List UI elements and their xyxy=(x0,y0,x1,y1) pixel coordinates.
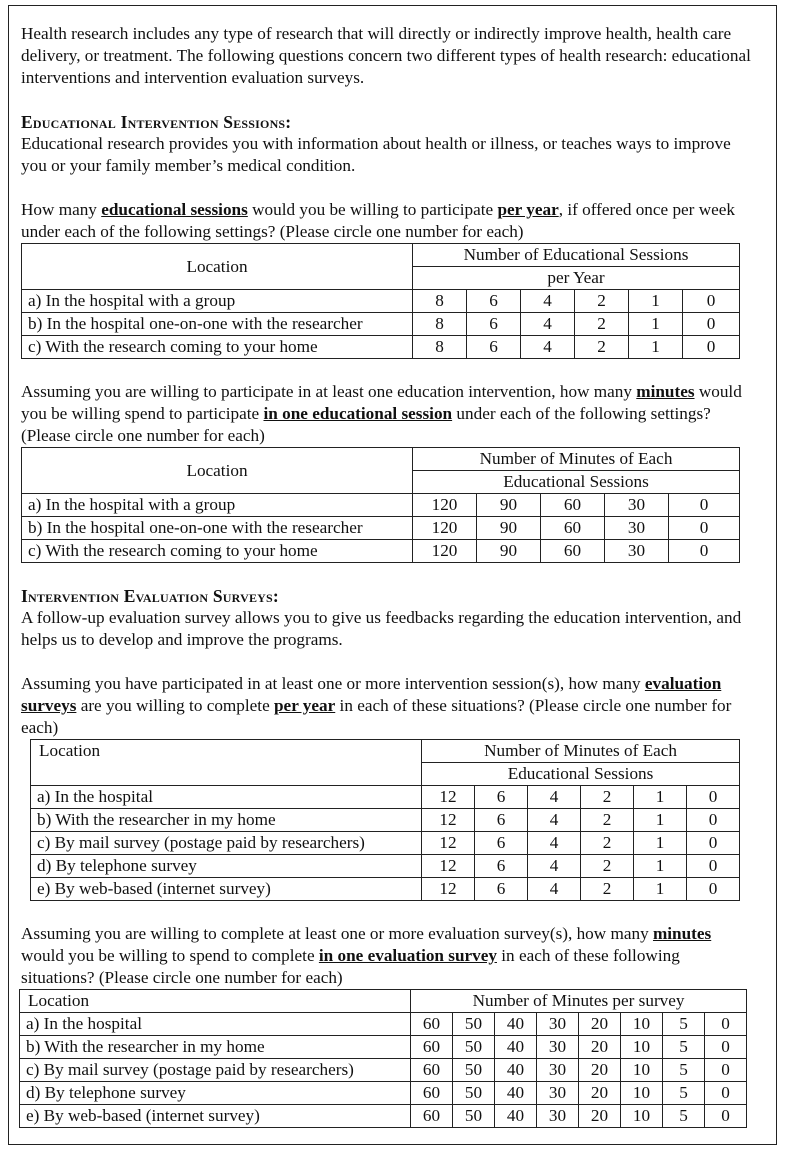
answer-option[interactable]: 20 xyxy=(579,1082,621,1105)
answer-option[interactable]: 2 xyxy=(581,878,634,901)
answer-option[interactable]: 6 xyxy=(467,313,521,336)
answer-option[interactable]: 60 xyxy=(411,1082,453,1105)
answer-option[interactable]: 90 xyxy=(477,494,541,517)
answer-option[interactable]: 120 xyxy=(413,540,477,563)
location-header: Location xyxy=(22,448,413,494)
question-3-table xyxy=(30,739,740,901)
answer-option[interactable]: 60 xyxy=(411,1013,453,1036)
answer-option[interactable]: 0 xyxy=(683,313,740,336)
answer-option[interactable]: 10 xyxy=(621,1059,663,1082)
row-label: a) In the hospital xyxy=(31,786,422,809)
answer-option[interactable]: 4 xyxy=(528,878,581,901)
answer-option[interactable]: 4 xyxy=(521,336,575,359)
row-label: d) By telephone survey xyxy=(31,855,422,878)
answer-option[interactable]: 6 xyxy=(475,832,528,855)
answer-option[interactable]: 2 xyxy=(575,313,629,336)
question-1 xyxy=(21,199,756,243)
answer-option[interactable]: 0 xyxy=(687,878,740,901)
table-row xyxy=(20,1105,747,1128)
answer-option[interactable]: 0 xyxy=(687,786,740,809)
answer-option[interactable]: 50 xyxy=(453,1059,495,1082)
answer-option[interactable]: 5 xyxy=(663,1059,705,1082)
answer-option[interactable]: 0 xyxy=(683,336,740,359)
answer-option[interactable]: 120 xyxy=(413,494,477,517)
intro-paragraph: Health research includes any type of research that will directly or indirectly improve health, health care delivery, or treatment. The following questions concern two different types of health research: educational interventions and intervention evaluation surveys. xyxy=(21,24,751,87)
question-text: , if offered once per week under each of the following settings? (Please circle one number for each) xyxy=(21,200,735,241)
number-header xyxy=(422,740,740,763)
answer-option[interactable]: 30 xyxy=(537,1105,579,1128)
answer-option[interactable]: 8 xyxy=(413,290,467,313)
table-row xyxy=(31,832,740,855)
row-label: b) With the researcher in my home xyxy=(20,1036,411,1059)
row-label: c) With the research coming to your home xyxy=(22,540,413,563)
table-row xyxy=(31,878,740,901)
question-3 xyxy=(21,673,756,739)
answer-option[interactable]: 12 xyxy=(422,855,475,878)
question-emphasis: in one educational session xyxy=(263,404,453,423)
question-text: Assuming you are willing to participate in at least one education intervention, how many xyxy=(21,382,637,401)
number-header-line: Number of Educational Sessions xyxy=(463,245,689,264)
answer-option[interactable]: 0 xyxy=(669,540,740,563)
number-header xyxy=(422,763,740,786)
answer-option[interactable]: 0 xyxy=(705,1059,747,1082)
number-header xyxy=(413,267,740,290)
answer-option[interactable]: 50 xyxy=(453,1082,495,1105)
answer-option[interactable]: 0 xyxy=(705,1013,747,1036)
answer-option[interactable]: 20 xyxy=(579,1013,621,1036)
answer-option[interactable]: 50 xyxy=(453,1105,495,1128)
answer-option[interactable]: 6 xyxy=(475,809,528,832)
row-label: b) In the hospital one-on-one with the researcher xyxy=(22,313,413,336)
answer-option[interactable]: 60 xyxy=(411,1059,453,1082)
answer-option[interactable]: 5 xyxy=(663,1036,705,1059)
answer-option[interactable]: 0 xyxy=(687,855,740,878)
question-text: in each of these following situations? (Please circle one number for each) xyxy=(21,946,680,987)
answer-option[interactable]: 50 xyxy=(453,1036,495,1059)
answer-option[interactable]: 50 xyxy=(453,1013,495,1036)
answer-option[interactable]: 20 xyxy=(579,1036,621,1059)
number-header xyxy=(413,471,740,494)
table-row xyxy=(31,809,740,832)
number-header-line: per Year xyxy=(547,268,605,287)
answer-option[interactable]: 30 xyxy=(537,1059,579,1082)
answer-option[interactable]: 8 xyxy=(413,336,467,359)
table-row xyxy=(22,290,740,313)
answer-option[interactable]: 5 xyxy=(663,1082,705,1105)
answer-option[interactable]: 30 xyxy=(605,540,669,563)
table-row xyxy=(20,1059,747,1082)
answer-option[interactable]: 30 xyxy=(605,517,669,540)
answer-option[interactable]: 5 xyxy=(663,1105,705,1128)
answer-option[interactable]: 1 xyxy=(634,809,687,832)
location-header: Location xyxy=(20,990,411,1013)
answer-option[interactable]: 2 xyxy=(581,832,634,855)
answer-option[interactable]: 1 xyxy=(629,313,683,336)
answer-option[interactable]: 0 xyxy=(705,1082,747,1105)
question-emphasis: evaluation surveys xyxy=(21,674,722,715)
answer-option[interactable]: 1 xyxy=(634,855,687,878)
answer-option[interactable]: 40 xyxy=(495,1105,537,1128)
answer-option[interactable]: 30 xyxy=(605,494,669,517)
section-description-educational: Educational research provides you with information about health or illness, or teaches ways to improve you or your family member’s medical condition. xyxy=(21,134,731,175)
question-emphasis: educational sessions xyxy=(101,200,248,219)
number-header-line: Educational Sessions xyxy=(507,764,654,783)
answer-option[interactable]: 4 xyxy=(528,786,581,809)
question-text: Assuming you have participated in at least one or more intervention session(s), how many xyxy=(21,674,645,693)
section-heading-surveys: Intervention Evaluation Surveys: xyxy=(21,586,279,606)
answer-option[interactable]: 60 xyxy=(411,1105,453,1128)
row-label: e) By web-based (internet survey) xyxy=(20,1105,411,1128)
answer-option[interactable]: 90 xyxy=(477,517,541,540)
location-header: Location xyxy=(31,740,422,786)
answer-option[interactable]: 10 xyxy=(621,1082,663,1105)
answer-option[interactable]: 2 xyxy=(581,809,634,832)
answer-option[interactable]: 10 xyxy=(621,1013,663,1036)
question-text: are you willing to complete xyxy=(76,696,274,715)
question-text: in each of these situations? (Please circle one number for each) xyxy=(21,696,732,737)
question-4-table xyxy=(19,989,747,1128)
answer-option[interactable]: 30 xyxy=(537,1036,579,1059)
answer-option[interactable]: 5 xyxy=(663,1013,705,1036)
answer-option[interactable]: 4 xyxy=(521,290,575,313)
section-description-surveys: A follow-up evaluation survey allows you to give us feedbacks regarding the education intervention, and helps us to develop and improve the programs. xyxy=(21,608,742,649)
answer-option[interactable]: 10 xyxy=(621,1105,663,1128)
answer-option[interactable]: 6 xyxy=(467,290,521,313)
row-label: d) By telephone survey xyxy=(20,1082,411,1105)
answer-option[interactable]: 1 xyxy=(629,336,683,359)
number-header-line: Educational Sessions xyxy=(503,472,649,491)
section-heading-educational: Educational Intervention Sessions: xyxy=(21,112,292,132)
answer-option[interactable]: 90 xyxy=(477,540,541,563)
question-2 xyxy=(21,381,756,447)
answer-option[interactable]: 4 xyxy=(528,832,581,855)
answer-option[interactable]: 30 xyxy=(537,1013,579,1036)
answer-option[interactable]: 0 xyxy=(687,832,740,855)
row-label: e) By web-based (internet survey) xyxy=(31,878,422,901)
answer-option[interactable]: 12 xyxy=(422,832,475,855)
table-row xyxy=(31,855,740,878)
answer-option[interactable]: 40 xyxy=(495,1036,537,1059)
answer-option[interactable]: 40 xyxy=(495,1082,537,1105)
question-text: would you be willing to spend to complete xyxy=(21,946,319,965)
table-row xyxy=(22,540,740,563)
location-header: Location xyxy=(22,244,413,290)
answer-option[interactable]: 0 xyxy=(669,494,740,517)
answer-option[interactable]: 6 xyxy=(475,786,528,809)
answer-option[interactable]: 4 xyxy=(528,855,581,878)
table-row xyxy=(31,786,740,809)
answer-option[interactable]: 2 xyxy=(575,336,629,359)
answer-option[interactable]: 6 xyxy=(467,336,521,359)
table-row xyxy=(20,1082,747,1105)
row-label: a) In the hospital xyxy=(20,1013,411,1036)
answer-option[interactable]: 12 xyxy=(422,878,475,901)
question-text: would you be willing to participate xyxy=(247,200,498,219)
answer-option[interactable]: 40 xyxy=(495,1059,537,1082)
answer-option[interactable]: 0 xyxy=(705,1036,747,1059)
row-label: a) In the hospital with a group xyxy=(22,290,413,313)
answer-option[interactable]: 6 xyxy=(475,855,528,878)
question-2-table xyxy=(21,447,740,563)
answer-option[interactable]: 40 xyxy=(495,1013,537,1036)
answer-option[interactable]: 20 xyxy=(579,1059,621,1082)
answer-option[interactable]: 60 xyxy=(541,517,605,540)
table-row xyxy=(22,336,740,359)
answer-option[interactable]: 8 xyxy=(413,313,467,336)
question-1-table xyxy=(21,243,740,359)
question-emphasis: minutes xyxy=(636,382,695,401)
table-row xyxy=(22,517,740,540)
row-label: c) With the research coming to your home xyxy=(22,336,413,359)
question-4 xyxy=(21,923,756,989)
answer-option[interactable]: 1 xyxy=(634,786,687,809)
question-text: Assuming you are willing to complete at least one or more evaluation survey(s), how many xyxy=(21,924,653,943)
number-header xyxy=(413,244,740,267)
answer-option[interactable]: 2 xyxy=(581,855,634,878)
question-text: under each of the following settings? (Please circle one number for each) xyxy=(21,404,711,445)
row-label: b) With the researcher in my home xyxy=(31,809,422,832)
number-header: Number of Minutes per survey xyxy=(411,990,747,1013)
answer-option[interactable]: 0 xyxy=(683,290,740,313)
number-header xyxy=(413,448,740,471)
answer-option[interactable]: 4 xyxy=(528,809,581,832)
number-header-line: Number of Minutes of Each xyxy=(484,741,677,760)
table-row xyxy=(20,1036,747,1059)
answer-option[interactable]: 12 xyxy=(422,786,475,809)
number-header-line: Number of Minutes of Each xyxy=(479,449,673,468)
answer-option[interactable]: 60 xyxy=(541,494,605,517)
table-row xyxy=(22,313,740,336)
question-emphasis: per year xyxy=(274,696,336,715)
row-label: c) By mail survey (postage paid by researchers) xyxy=(20,1059,411,1082)
question-emphasis: per year xyxy=(497,200,559,219)
answer-option[interactable]: 6 xyxy=(475,878,528,901)
question-text: How many xyxy=(21,200,102,219)
table-row xyxy=(22,494,740,517)
answer-option[interactable]: 60 xyxy=(541,540,605,563)
answer-option[interactable]: 2 xyxy=(581,786,634,809)
answer-option[interactable]: 0 xyxy=(705,1105,747,1128)
question-emphasis: in one evaluation survey xyxy=(318,946,497,965)
answer-option[interactable]: 1 xyxy=(634,878,687,901)
answer-option[interactable]: 1 xyxy=(634,832,687,855)
answer-option[interactable]: 2 xyxy=(575,290,629,313)
answer-option[interactable]: 20 xyxy=(579,1105,621,1128)
questionnaire xyxy=(21,23,756,1128)
row-label: a) In the hospital with a group xyxy=(22,494,413,517)
answer-option[interactable]: 10 xyxy=(621,1036,663,1059)
answer-option[interactable]: 0 xyxy=(669,517,740,540)
answer-option[interactable]: 30 xyxy=(537,1082,579,1105)
question-emphasis: minutes xyxy=(652,924,712,943)
answer-option[interactable]: 4 xyxy=(521,313,575,336)
row-label: b) In the hospital one-on-one with the researcher xyxy=(22,517,413,540)
row-label: c) By mail survey (postage paid by researchers) xyxy=(31,832,422,855)
answer-option[interactable]: 60 xyxy=(411,1036,453,1059)
answer-option[interactable]: 0 xyxy=(687,809,740,832)
table-row xyxy=(20,1013,747,1036)
answer-option[interactable]: 12 xyxy=(422,809,475,832)
answer-option[interactable]: 120 xyxy=(413,517,477,540)
question-text: would you be willing spend to participate xyxy=(21,382,742,423)
answer-option[interactable]: 1 xyxy=(629,290,683,313)
